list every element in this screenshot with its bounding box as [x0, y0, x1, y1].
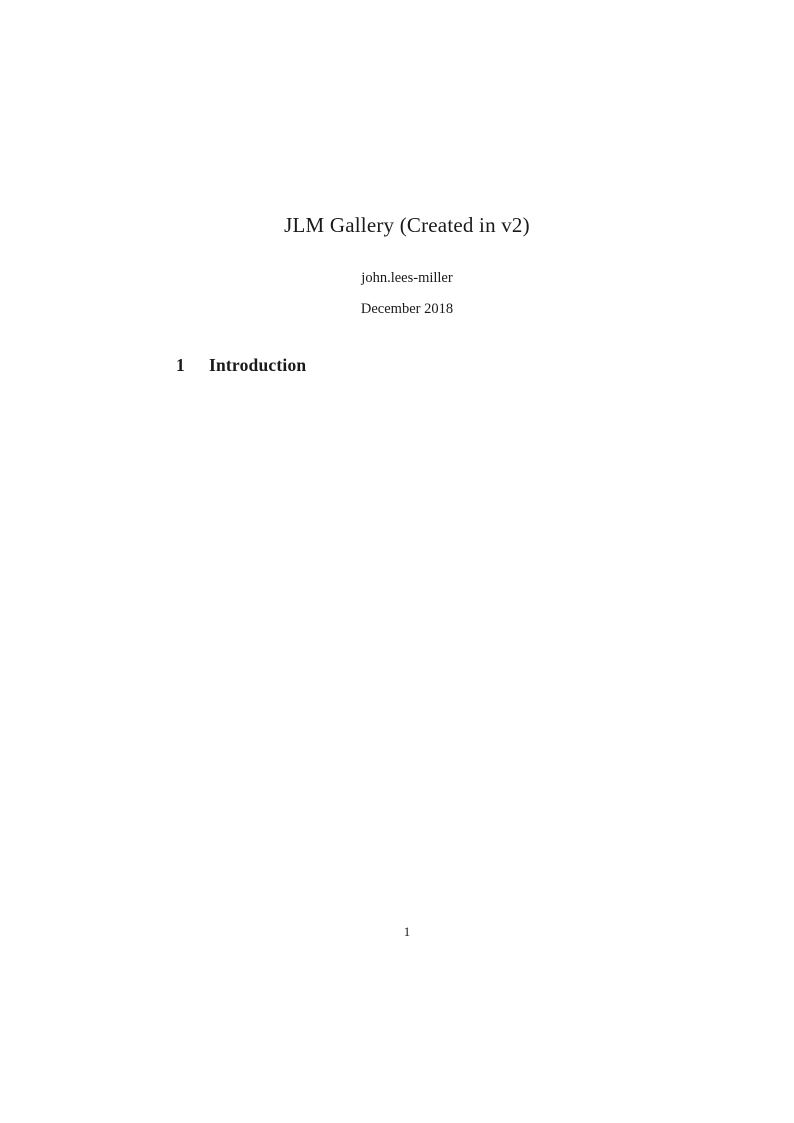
section-title: Introduction — [208, 355, 307, 375]
page-number: 1 — [403, 924, 411, 939]
document-author: john.lees-miller — [361, 270, 453, 286]
section-number: 1 — [176, 355, 185, 375]
document-title: JLM Gallery (Created in v2) — [284, 213, 530, 237]
section-heading — [176, 354, 638, 376]
document-date: December 2018 — [360, 301, 454, 317]
document-content — [176, 0, 638, 376]
